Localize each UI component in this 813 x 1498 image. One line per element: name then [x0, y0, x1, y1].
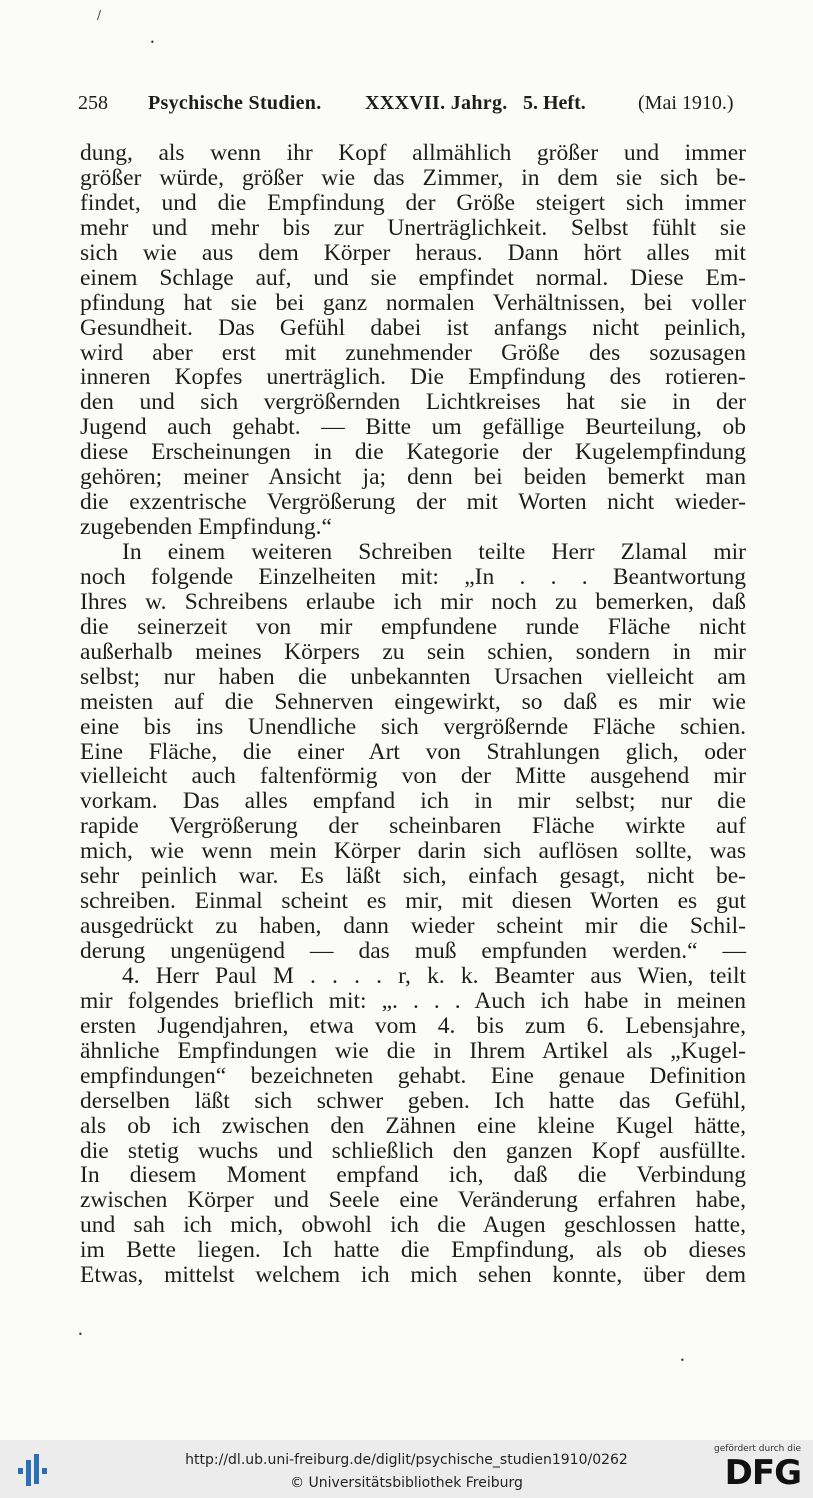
text-line: als ob ich zwischen den Zähnen eine kleine Kugel hätte, [80, 1112, 746, 1139]
text-line: eine bis ins Unendliche sich vergrößernde Fläche schien. [80, 713, 746, 740]
text-line: noch folgende Einzelheiten mit: „In . . . Beantwortung [80, 563, 746, 590]
text-line: rapide Vergrößerung der scheinbaren Fläche wirkte auf [80, 813, 746, 840]
text-line: In diesem Moment empfand ich, daß die Verbindung [80, 1162, 746, 1189]
text-line: ausgedrückt zu haben, dann wieder scheint mir die Schil- [80, 913, 746, 940]
text-line: empfindungen“ bezeichneten gehabt. Eine genaue Definition [80, 1062, 746, 1089]
text-line: derung ungenügend — das muß empfunden werden.“ — [80, 938, 746, 964]
text-line: die exzentrische Vergrößerung der mit Worten nicht wieder- [80, 489, 746, 516]
viewer-footer [0, 1440, 813, 1498]
volume-label: XXXVII. Jahrg. [365, 92, 508, 114]
text-line: mehr und mehr bis zur Unerträglichkeit. Selbst fühlt sie [80, 214, 746, 241]
text-line: Etwas, mittelst welchem ich mich sehen konnte, über dem [80, 1262, 746, 1289]
journal-title: Psychische Studien. [148, 92, 322, 114]
dfg-logo: DFG [724, 1453, 801, 1493]
text-line: vorkam. Das alles empfand ich in mir selbst; nur die [80, 788, 746, 815]
text-line: sich wie aus dem Körper heraus. Dann hört alles mit [80, 239, 746, 266]
text-line: findet, und die Empfindung der Größe steigert sich immer [80, 189, 746, 216]
text-line: die seinerzeit von mir empfundene runde Fläche nicht [80, 613, 746, 640]
text-line: Ihres w. Schreibens erlaube ich mir noch zu bemerken, daß [80, 588, 746, 615]
text-line: sehr peinlich war. Es läßt sich, einfach gesagt, nicht be- [80, 863, 746, 890]
funding-note: gefördert durch die [714, 1444, 801, 1454]
text-line: meisten auf die Sehnerven eingewirkt, so daß es mir wie [80, 688, 746, 715]
text-line: die stetig wuchs und schließlich den ganzen Kopf ausfüllte. [80, 1137, 746, 1164]
text-line: zugebenden Empfindung.“ [80, 514, 332, 541]
text-line: den und sich vergrößernden Lichtkreises hat sie in der [80, 389, 746, 416]
text-line: einem Schlage auf, und sie empfindet normal. Diese Em- [80, 264, 746, 291]
issue-label: 5. Heft. [523, 92, 586, 114]
text-line: im Bette liegen. Ich hatte die Empfindung, als ob dieses [80, 1237, 746, 1264]
scan-speck: • [150, 38, 155, 47]
page-number: 258 [78, 92, 108, 114]
text-line: und sah ich mich, obwohl ich die Augen geschlossen hatte, [80, 1212, 746, 1239]
text-line: Jugend auch gehabt. — Bitte um gefällige Beurteilung, ob [80, 414, 746, 441]
body-text [80, 141, 746, 1288]
source-url-link[interactable]: http://dl.ub.uni-freiburg.de/diglit/psychische_studien1910/0262 [185, 1452, 628, 1468]
scan-speck: • [78, 1330, 83, 1339]
text-line: ersten Jugendjahren, etwa vom 4. bis zum 6. Lebensjahre, [80, 1012, 746, 1039]
text-line: schreiben. Einmal scheint es mir, mit diesen Worten es gut [80, 888, 746, 915]
issue-date: (Mai 1910.) [638, 92, 734, 114]
text-line: gehören; meiner Ansicht ja; denn bei beiden bemerkt man [80, 464, 746, 491]
text-line: dung, als wenn ihr Kopf allmählich größer und immer [80, 140, 746, 166]
text-line: außerhalb meines Körpers zu sein schien, sondern in mir [80, 638, 746, 665]
text-line: größer würde, größer wie das Zimmer, in dem sie sich be- [80, 164, 746, 191]
scan-speck: / [97, 8, 102, 22]
text-line: wird aber erst mit zunehmender Größe des sozusagen [80, 339, 746, 366]
text-line: In einem weiteren Schreiben teilte Herr Zlamal mir [122, 539, 746, 565]
text-line: ähnliche Empfindungen wie die in Ihrem Artikel als „Kugel- [80, 1037, 746, 1064]
text-line: zwischen Körper und Seele eine Veränderung erfahren habe, [80, 1187, 746, 1214]
copyright-notice: © Universitätsbibliothek Freiburg [290, 1475, 523, 1491]
text-line: pfindung hat sie bei ganz normalen Verhältnissen, bei voller [80, 289, 746, 316]
text-line: vielleicht auch faltenförmig von der Mitte ausgehend mir [80, 763, 746, 790]
scan-speck: • [680, 1356, 685, 1365]
text-line: selbst; nur haben die unbekannten Ursachen vielleicht am [80, 663, 746, 690]
text-line: mich, wie wenn mein Körper darin sich auflösen sollte, was [80, 838, 746, 865]
text-line: 4. Herr Paul M . . . . r, k. k. Beamter aus Wien, teilt [122, 962, 746, 989]
text-line: inneren Kopfes unerträglich. Die Empfindung des rotieren- [80, 364, 746, 391]
text-line: mir folgendes brieflich mit: „. . . . Auch ich habe in meinen [80, 987, 746, 1014]
text-line: diese Erscheinungen in die Kategorie der Kugelempfindung [80, 439, 746, 466]
text-line: derselben läßt sich schwer geben. Ich hatte das Gefühl, [80, 1087, 746, 1114]
text-line: Eine Fläche, die einer Art von Strahlungen glich, oder [80, 738, 746, 765]
text-line: Gesundheit. Das Gefühl dabei ist anfangs nicht peinlich, [80, 314, 746, 341]
